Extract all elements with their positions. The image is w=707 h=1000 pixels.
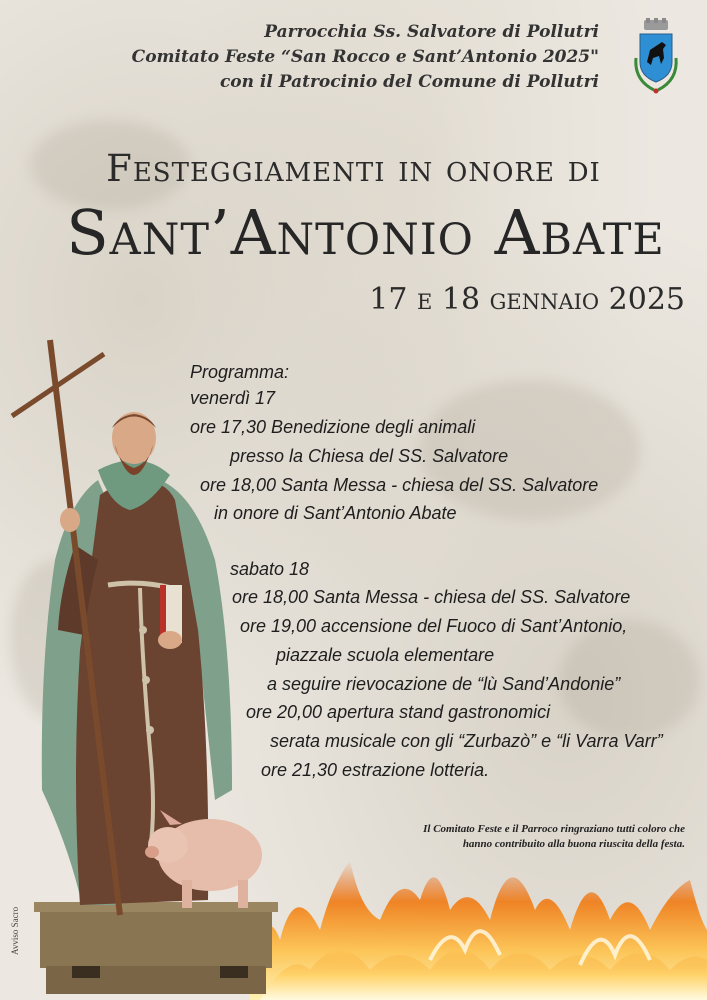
program-line: in onore di Sant’Antonio Abate bbox=[214, 503, 457, 523]
parish-line: Parrocchia Ss. Salvatore di Pollutri bbox=[264, 22, 599, 42]
municipal-crest-icon bbox=[630, 18, 682, 96]
title-line-1: Festeggiamenti in onore di bbox=[106, 147, 601, 190]
program-line: a seguire rievocazione de “lù Sand’Andonie” bbox=[267, 674, 621, 694]
thanks-note bbox=[423, 822, 685, 852]
program-heading: Programma: bbox=[190, 362, 290, 382]
event-date: 17 e 18 gennaio 2025 bbox=[369, 282, 685, 317]
thanks-line-1: Il Comitato Feste e il Parroco ringraziano tutti coloro che bbox=[423, 823, 685, 835]
committee-line: Comitato Feste “San Rocco e Sant’Antonio 2025" bbox=[131, 47, 599, 67]
program-line: ore 21,30 estrazione lotteria. bbox=[261, 760, 490, 780]
program-line: ore 18,00 Santa Messa - chiesa del SS. Salvatore bbox=[200, 475, 599, 495]
program-line: serata musicale con gli “Zurbazò” e “li Varra Varr” bbox=[270, 731, 663, 751]
patronage-line: con il Patrocinio del Comune di Pollutri bbox=[219, 72, 599, 92]
program-line: piazzale scuola elementare bbox=[276, 645, 495, 665]
day-1-heading: venerdì 17 bbox=[190, 388, 276, 408]
program-line: presso la Chiesa del SS. Salvatore bbox=[230, 446, 509, 466]
program-line: ore 20,00 apertura stand gastronomici bbox=[246, 702, 551, 722]
thanks-line-2: hanno contribuito alla buona riuscita della festa. bbox=[462, 838, 685, 850]
title-line-2: Sant’Antonio Abate bbox=[66, 196, 665, 269]
program-line: ore 17,30 Benedizione degli animali bbox=[190, 417, 476, 437]
saint-anthony-statue-image bbox=[0, 330, 300, 1000]
sacred-notice-credit: Avviso Sacro bbox=[10, 906, 20, 955]
organizer-header bbox=[132, 20, 599, 95]
day-2-heading: sabato 18 bbox=[230, 559, 310, 579]
program-line: ore 18,00 Santa Messa - chiesa del SS. Salvatore bbox=[232, 587, 631, 607]
program-line: ore 19,00 accensione del Fuoco di Sant’Antonio, bbox=[240, 616, 628, 636]
